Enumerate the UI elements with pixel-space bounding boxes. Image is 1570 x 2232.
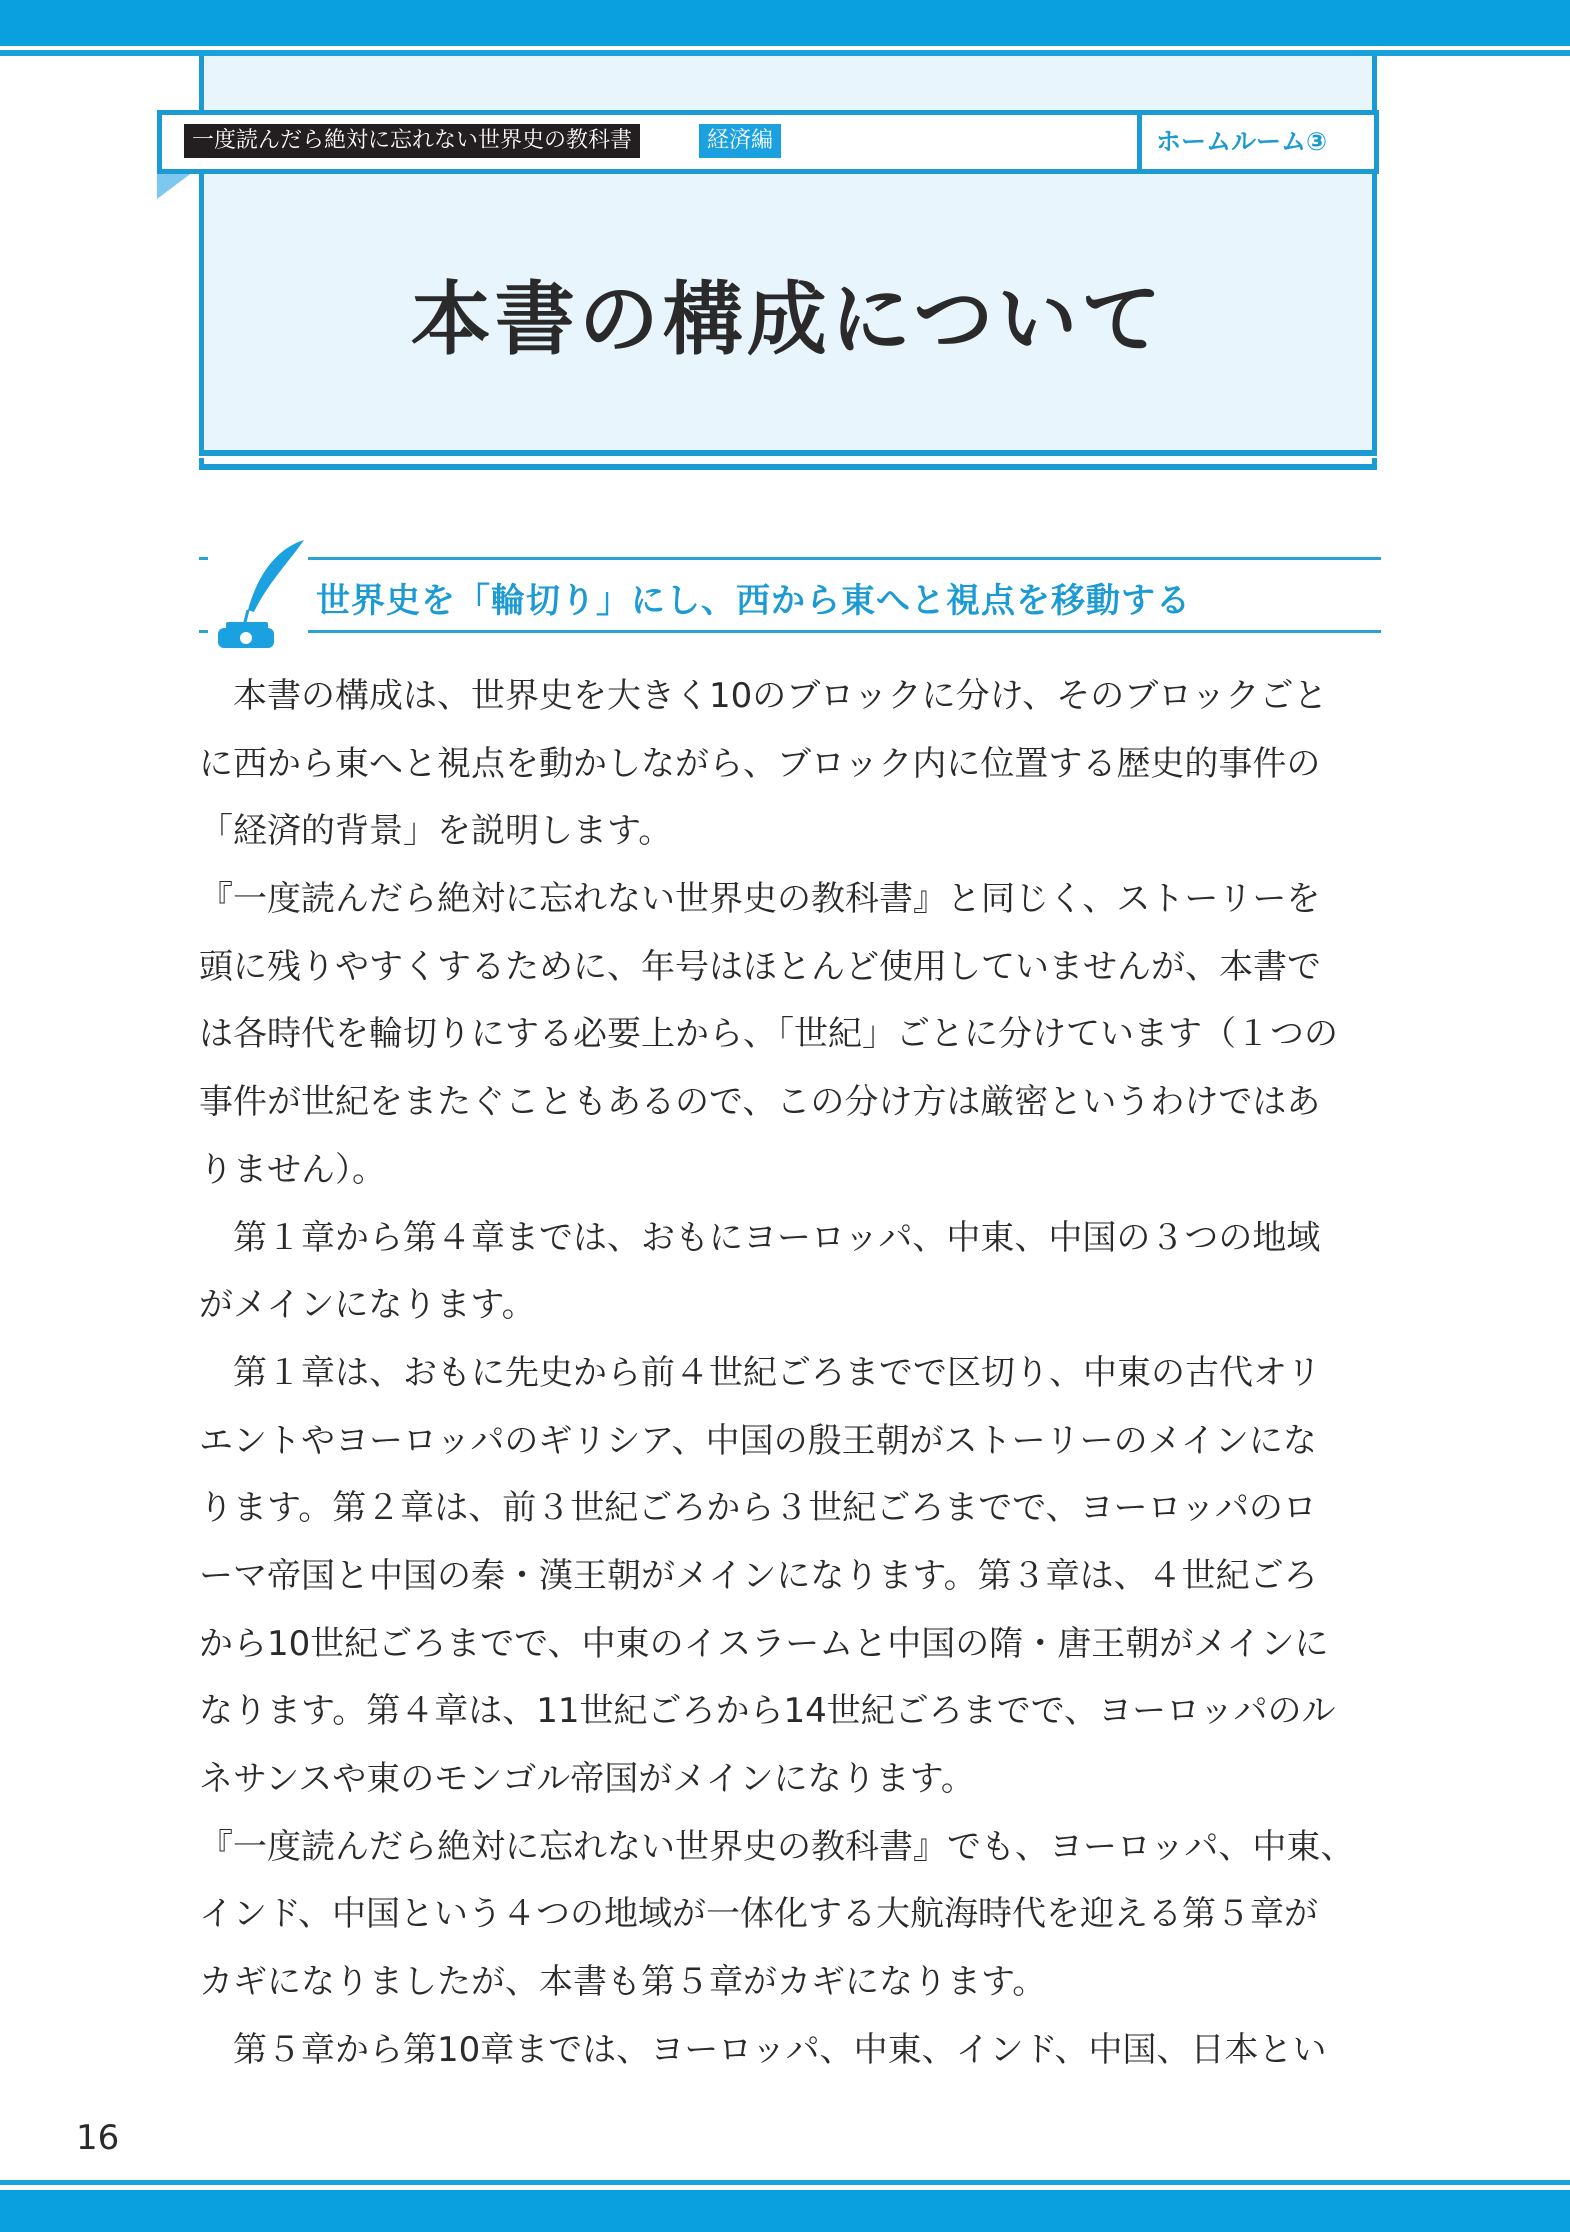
heading-rule-top xyxy=(199,557,1381,560)
body-line: ります。第２章は、前３世紀ごろから３世紀ごろまでで、ヨーロッパのロ xyxy=(199,1488,1317,1529)
body-line: 事件が世紀をまたぐこともあるので、この分け方は厳密というわけではあ xyxy=(199,1082,1321,1123)
body-line: は各時代を輪切りにする必要上から、「世紀」ごとに分けています（１つの xyxy=(199,1014,1338,1055)
body-line: 本書の構成は、世界史を大きく10のブロックに分け、そのブロックごと xyxy=(233,676,1328,716)
body-line: 『一度読んだら絶対に忘れない世界史の教科書』でも、ヨーロッパ、中東、 xyxy=(199,1826,1355,1867)
body-line: ネサンスや東のモンゴル帝国がメインになります。 xyxy=(199,1759,975,1799)
bottom-band xyxy=(0,2190,1570,2232)
body-line: 『一度読んだら絶対に忘れない世界史の教科書』と同じく、ストーリーを xyxy=(199,879,1321,920)
body-line: 第１章から第４章までは、おもにヨーロッパ、中東、中国の３つの地域 xyxy=(233,1217,1321,1258)
body-line: 頭に残りやすくするために、年号はほとんど使用していませんが、本書で xyxy=(199,946,1321,987)
bottom-rule xyxy=(0,2180,1570,2185)
title-panel-underline xyxy=(199,458,1377,470)
section-heading: 世界史を「輪切り」にし、西から東へと視点を移動する xyxy=(316,581,1191,621)
top-band xyxy=(0,0,1570,46)
heading-rule-bottom xyxy=(199,630,1381,633)
quill-ink-icon xyxy=(208,538,308,648)
body-line: に西から東へと視点を動かしながら、ブロック内に位置する歴史的事件の xyxy=(199,743,1321,784)
body-text xyxy=(199,663,1381,2084)
body-line: がメインになります。 xyxy=(199,1285,536,1326)
body-line: ーマ帝国と中国の秦・漢王朝がメインになります。第３章は、４世紀ごろ xyxy=(199,1555,1318,1596)
body-line: エントやヨーロッパのギリシア、中国の殷王朝がストーリーのメインにな xyxy=(199,1420,1317,1461)
body-line: インド、中国という４つの地域が一体化する大航海時代を迎える第５章が xyxy=(199,1894,1318,1935)
body-line: 「経済的背景」を説明します。 xyxy=(199,811,673,852)
body-line: 第５章から第10章までは、ヨーロッパ、中東、インド、中国、日本とい xyxy=(233,2029,1327,2070)
body-line: なります。第４章は、11世紀ごろから14世紀ごろまでで、ヨーロッパのル xyxy=(199,1691,1336,1732)
book-title-tag: 一度読んだら絶対に忘れない世界史の教科書 xyxy=(184,124,640,158)
homeroom-label: ホームルーム③ xyxy=(1156,127,1328,156)
body-line: りません）。 xyxy=(199,1149,386,1190)
page-title: 本書の構成について xyxy=(410,273,1166,366)
label-divider xyxy=(1137,110,1142,174)
edition-tag: 経済編 xyxy=(699,124,781,158)
body-line: 第１章は、おもに先史から前４世紀ごろまでで区切り、中東の古代オリ xyxy=(233,1352,1321,1393)
page-number: 16 xyxy=(76,2118,120,2158)
body-line: から10世紀ごろまでで、中東のイスラームと中国の隋・唐王朝がメインに xyxy=(199,1623,1329,1664)
body-line: カギになりましたが、本書も第５章がカギになります。 xyxy=(199,1962,1047,2003)
